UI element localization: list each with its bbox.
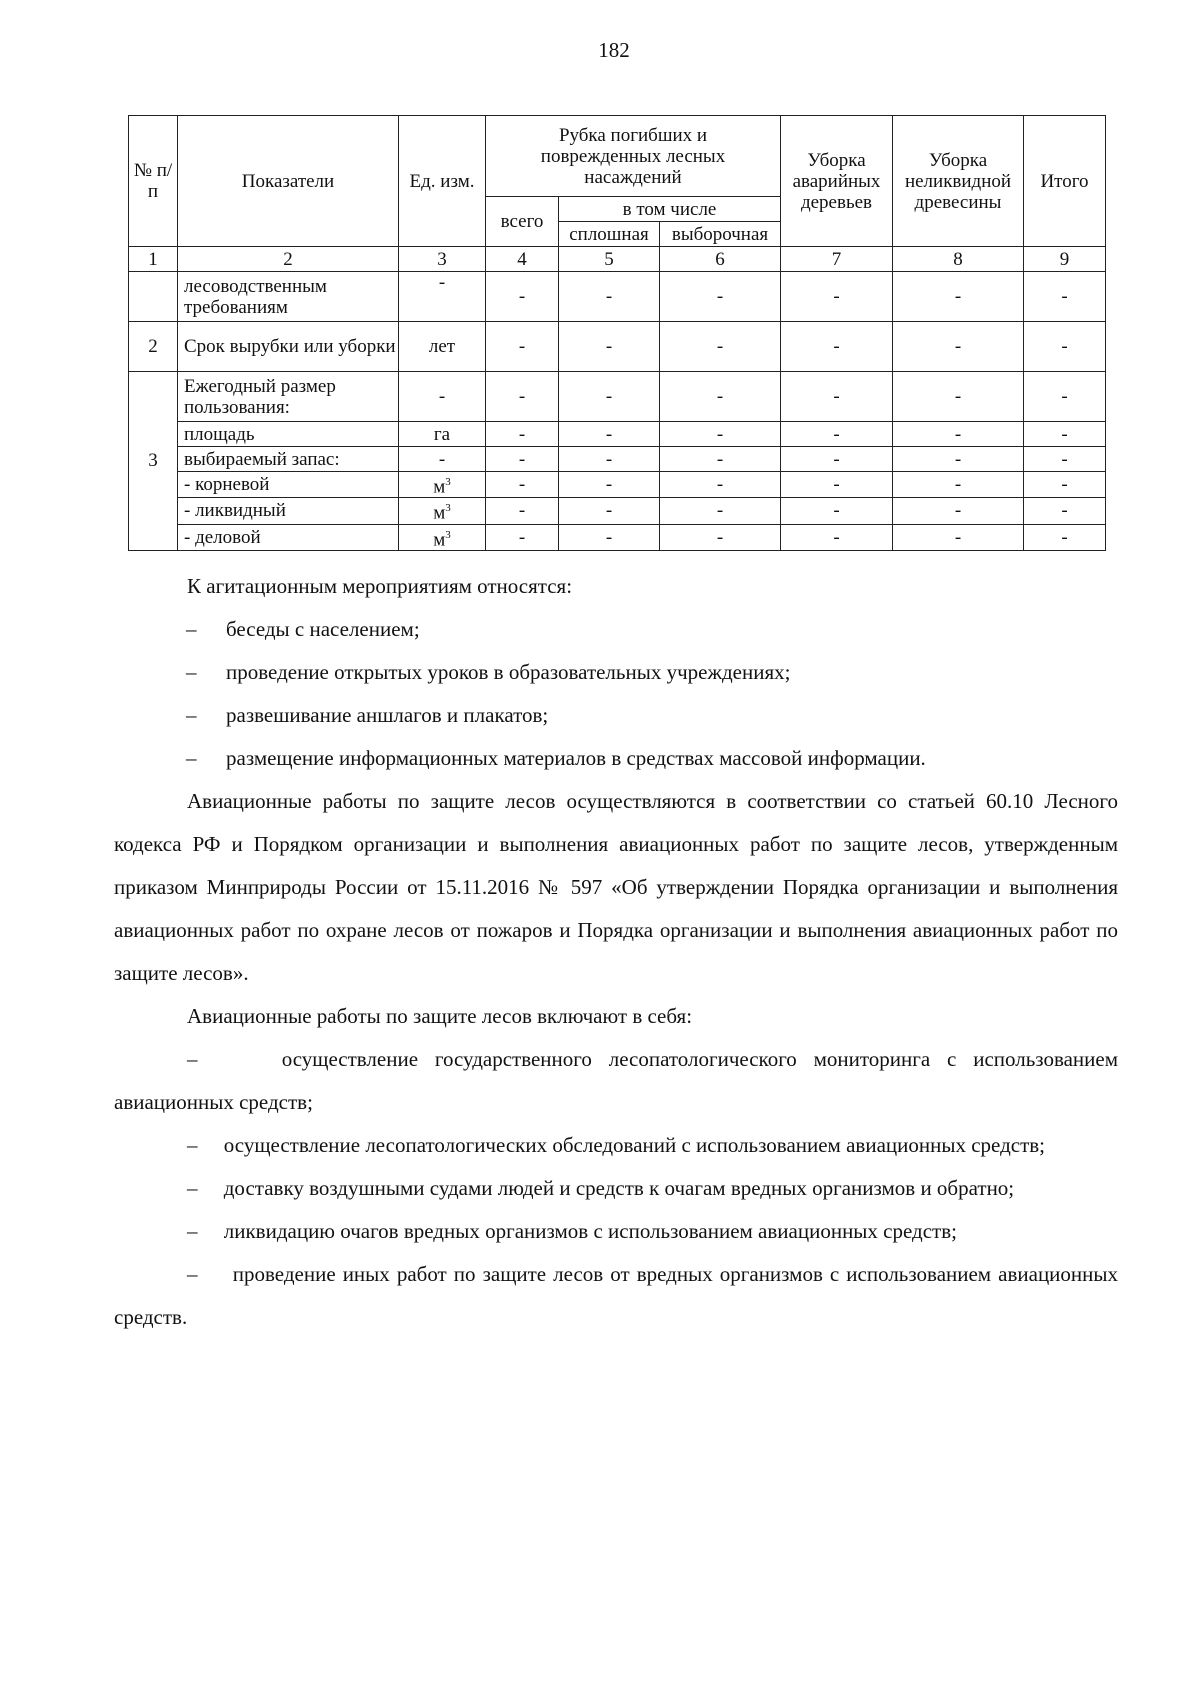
row-value: - xyxy=(486,422,559,447)
paragraph-includes: Авиационные работы по защите лесов включают в себя: xyxy=(187,1004,693,1028)
column-number: 8 xyxy=(893,247,1024,272)
row-value: - xyxy=(486,272,559,322)
list-item xyxy=(114,651,1118,694)
list-item xyxy=(114,1038,1118,1124)
row-label: - деловой xyxy=(178,524,399,550)
table-row xyxy=(129,447,1106,472)
header-itogo: Итого xyxy=(1024,116,1106,247)
row-value: - xyxy=(1024,272,1106,322)
column-number: 2 xyxy=(178,247,399,272)
row-value: - xyxy=(781,272,893,322)
row-value: - xyxy=(1024,524,1106,550)
row-value: - xyxy=(660,472,781,498)
row-unit-cell xyxy=(399,472,486,498)
row-unit-cell xyxy=(399,498,486,524)
row-value: - xyxy=(893,498,1024,524)
row-value: - xyxy=(893,472,1024,498)
column-number: 4 xyxy=(486,247,559,272)
row-label: площадь xyxy=(178,422,399,447)
list-item xyxy=(114,1124,1118,1167)
header-indicators: Показатели xyxy=(178,116,399,247)
row-value: - xyxy=(660,498,781,524)
list-item-text: проведение открытых уроков в образовательных учреждениях; xyxy=(226,660,791,684)
row-unit: лет xyxy=(399,322,486,372)
row-value: - xyxy=(1024,498,1106,524)
intro-paragraph: К агитационным мероприятиям относятся: xyxy=(187,574,573,598)
list-item xyxy=(114,608,1118,651)
row-label: лесоводственным требованиям xyxy=(178,272,399,322)
list-item-text: осуществление государственного лесопатологического мониторинга с использованием авиационных средств; xyxy=(114,1047,1118,1114)
dash-marker: – xyxy=(186,617,197,641)
unit-superscript: 3 xyxy=(445,528,451,541)
row-value: - xyxy=(559,447,660,472)
list-item xyxy=(114,1253,1118,1339)
list-item-text: размещение информационных материалов в средствах массовой информации. xyxy=(226,746,926,770)
header-emergency: Уборка аварийных деревьев xyxy=(781,116,893,247)
dash-marker: – xyxy=(187,1176,198,1200)
list-item xyxy=(114,1210,1118,1253)
table-row xyxy=(129,372,1106,422)
row-value: - xyxy=(1024,372,1106,422)
row-num xyxy=(129,272,178,322)
row-value: - xyxy=(781,498,893,524)
row-value: - xyxy=(559,422,660,447)
dash-marker: – xyxy=(187,1219,198,1243)
list-item-text: осуществление лесопатологических обследований с использованием авиационных средств; xyxy=(223,1133,1046,1157)
row-value: - xyxy=(893,322,1024,372)
row-unit: м xyxy=(433,502,446,524)
list-item-text: развешивание аншлагов и плакатов; xyxy=(226,703,549,727)
row-value: - xyxy=(893,524,1024,550)
table-row xyxy=(129,498,1106,524)
table-row xyxy=(129,272,1106,322)
dash-marker: – xyxy=(186,703,197,727)
row-label: - корневой xyxy=(178,472,399,498)
row-value: - xyxy=(486,498,559,524)
row-label: - ликвидный xyxy=(178,498,399,524)
column-number: 5 xyxy=(559,247,660,272)
row-value: - xyxy=(1024,472,1106,498)
row-num: 3 xyxy=(129,372,178,551)
list-item xyxy=(114,737,1118,780)
list-item xyxy=(114,694,1118,737)
row-value: - xyxy=(486,524,559,550)
list-item-text: беседы с населением; xyxy=(226,617,420,641)
table-row xyxy=(129,422,1106,447)
row-value: - xyxy=(559,498,660,524)
row-value: - xyxy=(660,447,781,472)
row-value: - xyxy=(660,524,781,550)
dash-marker: – xyxy=(187,1262,198,1286)
dash-marker: – xyxy=(187,1047,198,1071)
unit-superscript: 3 xyxy=(445,476,451,488)
row-unit-cell xyxy=(399,524,486,550)
data-table xyxy=(128,115,1106,551)
row-unit: - xyxy=(399,447,486,472)
list-item-text: доставку воздушными судами людей и средств к очагам вредных организмов и обратно; xyxy=(223,1176,1015,1200)
row-value: - xyxy=(893,272,1024,322)
table-row xyxy=(129,472,1106,498)
header-including: в том числе xyxy=(559,197,781,222)
column-number: 7 xyxy=(781,247,893,272)
row-value: - xyxy=(486,447,559,472)
paragraph-aviation: Авиационные работы по защите лесов осуществляются в соответствии со статьей 60.10 Лесного кодекса РФ и Порядком организации и выполнения авиационных работ по защите лесов, утвержденным приказом Минприроды России от 15.11.2016 № 597 «Об утверждении Порядка организации и выполнения авиационных работ по охране лесов от пожаров и Порядка организации и выполнения авиационных работ по защите лесов». xyxy=(114,789,1118,985)
dash-marker: – xyxy=(186,660,197,684)
row-value: - xyxy=(781,422,893,447)
row-value: - xyxy=(486,322,559,372)
dash-marker: – xyxy=(187,1133,198,1157)
row-value: - xyxy=(781,524,893,550)
header-clear: сплошная xyxy=(559,222,660,247)
row-label: Ежегодный размер пользования: xyxy=(178,372,399,422)
column-number: 9 xyxy=(1024,247,1106,272)
row-value: - xyxy=(486,472,559,498)
row-value: - xyxy=(1024,422,1106,447)
row-value: - xyxy=(660,422,781,447)
row-num: 2 xyxy=(129,322,178,372)
unit-superscript: 3 xyxy=(445,502,451,515)
row-value: - xyxy=(559,524,660,550)
row-value: - xyxy=(781,322,893,372)
header-illiquid: Уборка неликвидной древесины xyxy=(893,116,1024,247)
row-unit: - xyxy=(399,272,486,322)
column-number: 3 xyxy=(399,247,486,272)
column-number: 1 xyxy=(129,247,178,272)
row-value: - xyxy=(781,447,893,472)
row-unit: - xyxy=(399,372,486,422)
list-item-text: ликвидацию очагов вредных организмов с использованием авиационных средств; xyxy=(223,1219,957,1243)
dash-marker: – xyxy=(186,746,197,770)
column-numbers-row xyxy=(129,247,1106,272)
row-value: - xyxy=(559,322,660,372)
row-unit: м xyxy=(433,528,446,550)
row-value: - xyxy=(1024,322,1106,372)
row-value: - xyxy=(559,372,660,422)
row-value: - xyxy=(781,472,893,498)
body-text xyxy=(114,565,1118,1339)
row-value: - xyxy=(893,422,1024,447)
row-value: - xyxy=(1024,447,1106,472)
list-item xyxy=(114,1167,1118,1210)
row-unit: га xyxy=(399,422,486,447)
row-value: - xyxy=(893,372,1024,422)
header-unit: Ед. изм. xyxy=(399,116,486,247)
column-number: 6 xyxy=(660,247,781,272)
header-num: № п/п xyxy=(129,116,178,247)
row-value: - xyxy=(781,372,893,422)
table-row xyxy=(129,322,1106,372)
header-total-sub: всего xyxy=(486,197,559,247)
row-value: - xyxy=(486,372,559,422)
table-row xyxy=(129,524,1106,550)
row-value: - xyxy=(559,472,660,498)
page-number: 182 xyxy=(598,38,630,62)
row-value: - xyxy=(559,272,660,322)
row-value: - xyxy=(660,272,781,322)
header-felling: Рубка погибших и поврежденных лесных насаждений xyxy=(486,116,781,197)
list-item-text: проведение иных работ по защите лесов от вредных организмов с использованием авиационных средств. xyxy=(114,1262,1119,1329)
row-value: - xyxy=(660,322,781,372)
header-selective: выборочная xyxy=(660,222,781,247)
row-label: Срок вырубки или уборки xyxy=(178,322,399,372)
row-unit: м xyxy=(433,476,446,498)
row-label: выбираемый запас: xyxy=(178,447,399,472)
row-value: - xyxy=(660,372,781,422)
row-value: - xyxy=(893,447,1024,472)
